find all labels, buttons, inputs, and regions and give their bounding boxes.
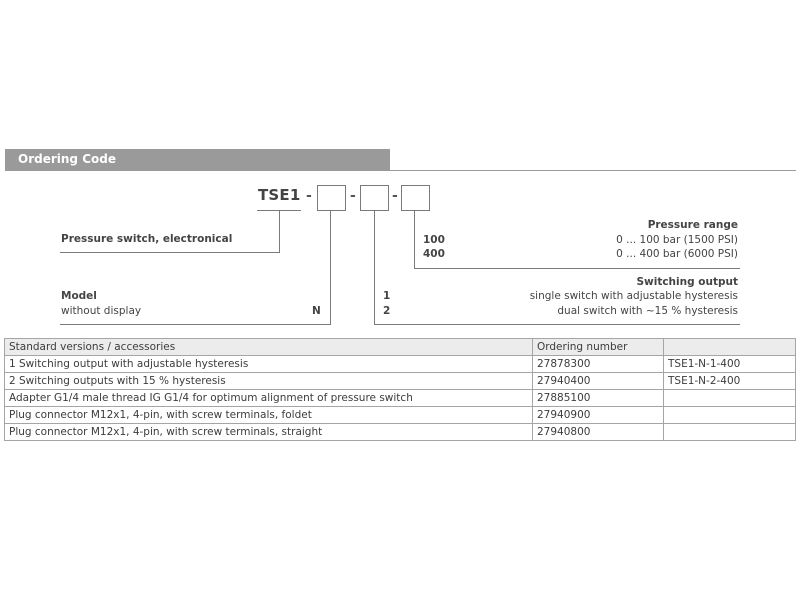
- table-header-row: [5, 339, 796, 356]
- model-heading: Model: [61, 290, 97, 302]
- connector-line-output-h: [374, 324, 740, 325]
- code-box-switching-output: [360, 185, 389, 211]
- table-cell-type-code: TSE1-N-2-400: [664, 373, 796, 390]
- pressure-range-label: 0 ... 400 bar (6000 PSI): [616, 248, 738, 260]
- switching-output-label: dual switch with ~15 % hysteresis: [557, 305, 738, 317]
- connector-line-range-h: [414, 268, 740, 269]
- connector-line-model-h: [60, 324, 331, 325]
- table-cell-description: 1 Switching output with adjustable hysteresis: [5, 356, 533, 373]
- table-cell-ordering-number: 27885100: [533, 390, 664, 407]
- connector-line-range-v: [414, 211, 415, 269]
- section-title: Ordering Code: [18, 152, 116, 166]
- accessories-table: [4, 338, 796, 441]
- table-cell-description: 2 Switching outputs with 15 % hysteresis: [5, 373, 533, 390]
- table-row: [5, 356, 796, 373]
- switching-output-label: single switch with adjustable hysteresis: [529, 290, 738, 302]
- section-header-rule: [390, 170, 796, 171]
- table-cell-type-code: [664, 390, 796, 407]
- table-row: [5, 424, 796, 441]
- connector-line-model-v: [330, 211, 331, 325]
- model-option-label: without display: [61, 305, 142, 317]
- table-row: [5, 407, 796, 424]
- code-separator: -: [306, 188, 312, 204]
- table-cell-ordering-number: 27940400: [533, 373, 664, 390]
- table-cell-type-code: [664, 424, 796, 441]
- table-cell-ordering-number: 27878300: [533, 356, 664, 373]
- table-cell-description: Plug connector M12x1, 4-pin, with screw terminals, straight: [5, 424, 533, 441]
- pressure-range-code: 400: [423, 248, 445, 260]
- table-header-cell: Standard versions / accessories: [5, 339, 533, 356]
- product-label: Pressure switch, electronical: [61, 233, 233, 245]
- code-box-model: [317, 185, 346, 211]
- table-header-cell: Ordering number: [533, 339, 664, 356]
- connector-line-output-v: [374, 211, 375, 325]
- code-separator: -: [350, 188, 356, 204]
- connector-line-prefix-h: [60, 252, 280, 253]
- table-cell-type-code: [664, 407, 796, 424]
- table-row: [5, 390, 796, 407]
- code-separator: -: [392, 188, 398, 204]
- table-cell-description: Plug connector M12x1, 4-pin, with screw terminals, foldet: [5, 407, 533, 424]
- connector-line-prefix-v: [279, 211, 280, 253]
- switching-output-code: 1: [383, 290, 391, 302]
- switching-output-code: 2: [383, 305, 391, 317]
- pressure-range-code: 100: [423, 234, 445, 246]
- table-cell-type-code: TSE1-N-1-400: [664, 356, 796, 373]
- table-row: [5, 373, 796, 390]
- table-cell-description: Adapter G1/4 male thread IG G1/4 for optimum alignment of pressure switch: [5, 390, 533, 407]
- code-prefix: TSE1: [258, 186, 301, 204]
- switching-output-heading: Switching output: [636, 276, 738, 288]
- pressure-range-heading: Pressure range: [647, 219, 738, 231]
- model-option-code: N: [312, 305, 321, 317]
- table-cell-ordering-number: 27940800: [533, 424, 664, 441]
- table-cell-ordering-number: 27940900: [533, 407, 664, 424]
- pressure-range-label: 0 ... 100 bar (1500 PSI): [616, 234, 738, 246]
- table-header-cell: [664, 339, 796, 356]
- code-box-pressure-range: [401, 185, 430, 211]
